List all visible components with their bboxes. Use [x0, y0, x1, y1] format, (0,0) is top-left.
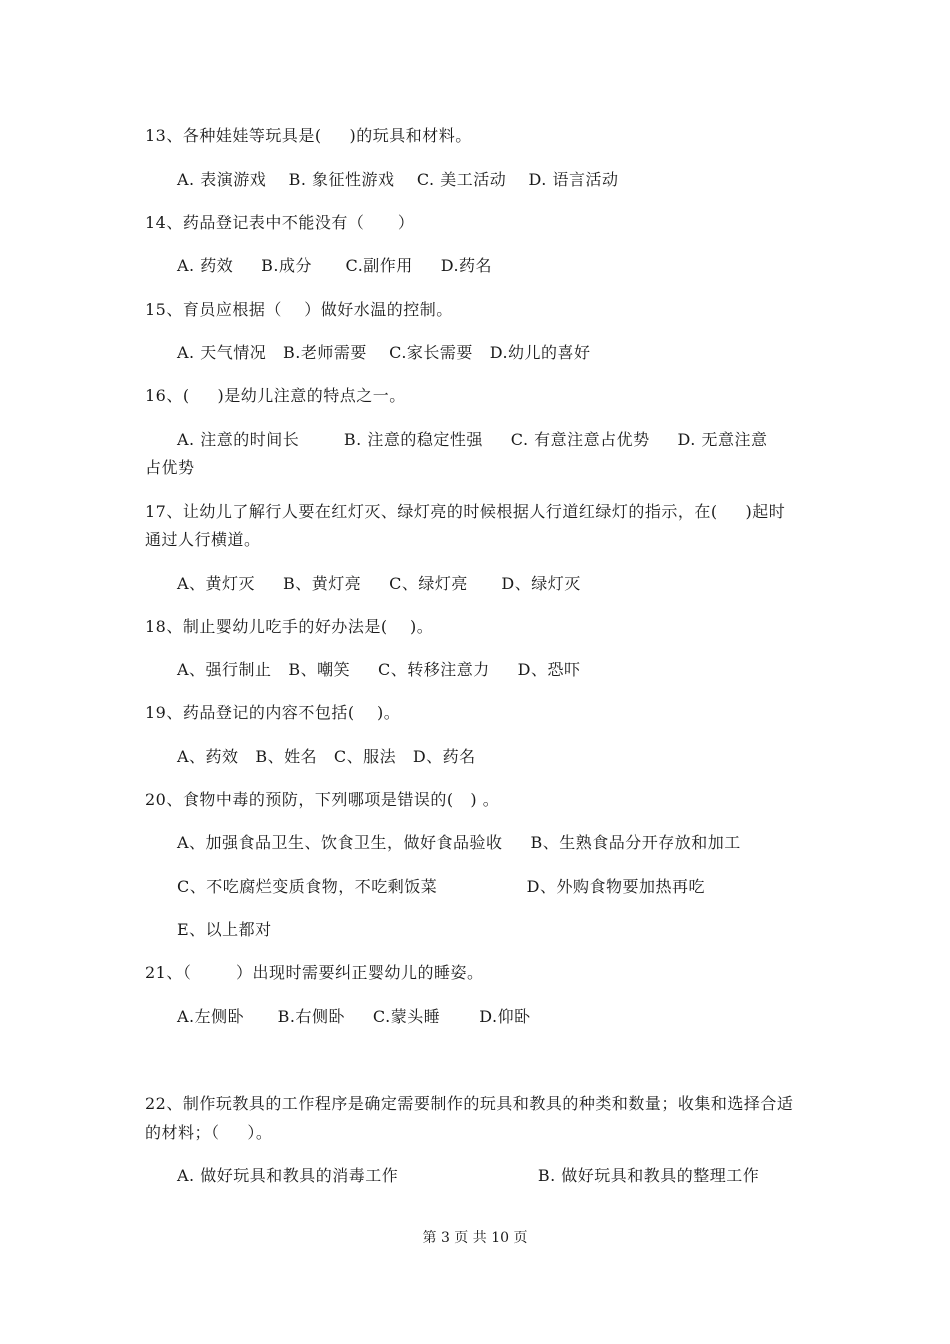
- options-19: A、药效 B、姓名 C、服法 D、药名: [177, 747, 476, 766]
- options-14: A. 药效 B.成分 C.副作用 D.药名: [177, 256, 493, 275]
- question-22: 22、制作玩教具的工作程序是确定需要制作的玩具和教具的种类和数量；收集和选择合适: [145, 1094, 794, 1113]
- question-19: 19、药品登记的内容不包括( )。: [145, 703, 401, 722]
- page-footer: 第 3 页 共 10 页: [422, 1230, 528, 1246]
- question-13: 13、各种娃娃等玩具是( )的玩具和材料。: [145, 126, 472, 145]
- options-22: A. 做好玩具和教具的消毒工作 B. 做好玩具和教具的整理工作: [177, 1166, 760, 1185]
- options-18: A、强行制止 B、嘲笑 C、转移注意力 D、恐吓: [177, 660, 581, 679]
- question-20: 20、食物中毒的预防，下列哪项是错误的( ) 。: [145, 790, 500, 809]
- question-22-continued: 的材料；（ ）。: [145, 1123, 273, 1142]
- question-14: 14、药品登记表中不能没有（ ）: [145, 213, 415, 232]
- options-16: A. 注意的时间长 B. 注意的稳定性强 C. 有意注意占优势 D. 无意注意: [177, 430, 768, 449]
- question-17-continued: 通过人行横道。: [145, 530, 261, 549]
- options-20-cd: C、不吃腐烂变质食物，不吃剩饭菜 D、外购食物要加热再吃: [177, 877, 705, 896]
- options-20-ab: A、加强食品卫生、饮食卫生，做好食品验收 B、生熟食品分开存放和加工: [177, 833, 741, 852]
- question-21: 21、（ ）出现时需要纠正婴幼儿的睡姿。: [145, 963, 484, 982]
- options-20-e: E、以上都对: [177, 920, 272, 939]
- options-15: A. 天气情况 B.老师需要 C.家长需要 D.幼儿的喜好: [177, 343, 591, 362]
- options-13: A. 表演游戏 B. 象征性游戏 C. 美工活动 D. 语言活动: [177, 170, 619, 189]
- question-15: 15、育员应根据（ ）做好水温的控制。: [145, 300, 453, 319]
- question-18: 18、制止婴幼儿吃手的好办法是( )。: [145, 617, 434, 636]
- options-21: A.左侧卧 B.右侧卧 C.蒙头睡 D.仰卧: [177, 1007, 531, 1026]
- question-16: 16、( )是幼儿注意的特点之一。: [145, 386, 406, 405]
- question-17: 17、让幼儿了解行人要在红灯灭、绿灯亮的时候根据人行道红绿灯的指示，在( )起时: [145, 502, 786, 521]
- options-17: A、黄灯灭 B、黄灯亮 C、绿灯亮 D、绿灯灭: [177, 574, 581, 593]
- options-16-continued: 占优势: [145, 458, 195, 477]
